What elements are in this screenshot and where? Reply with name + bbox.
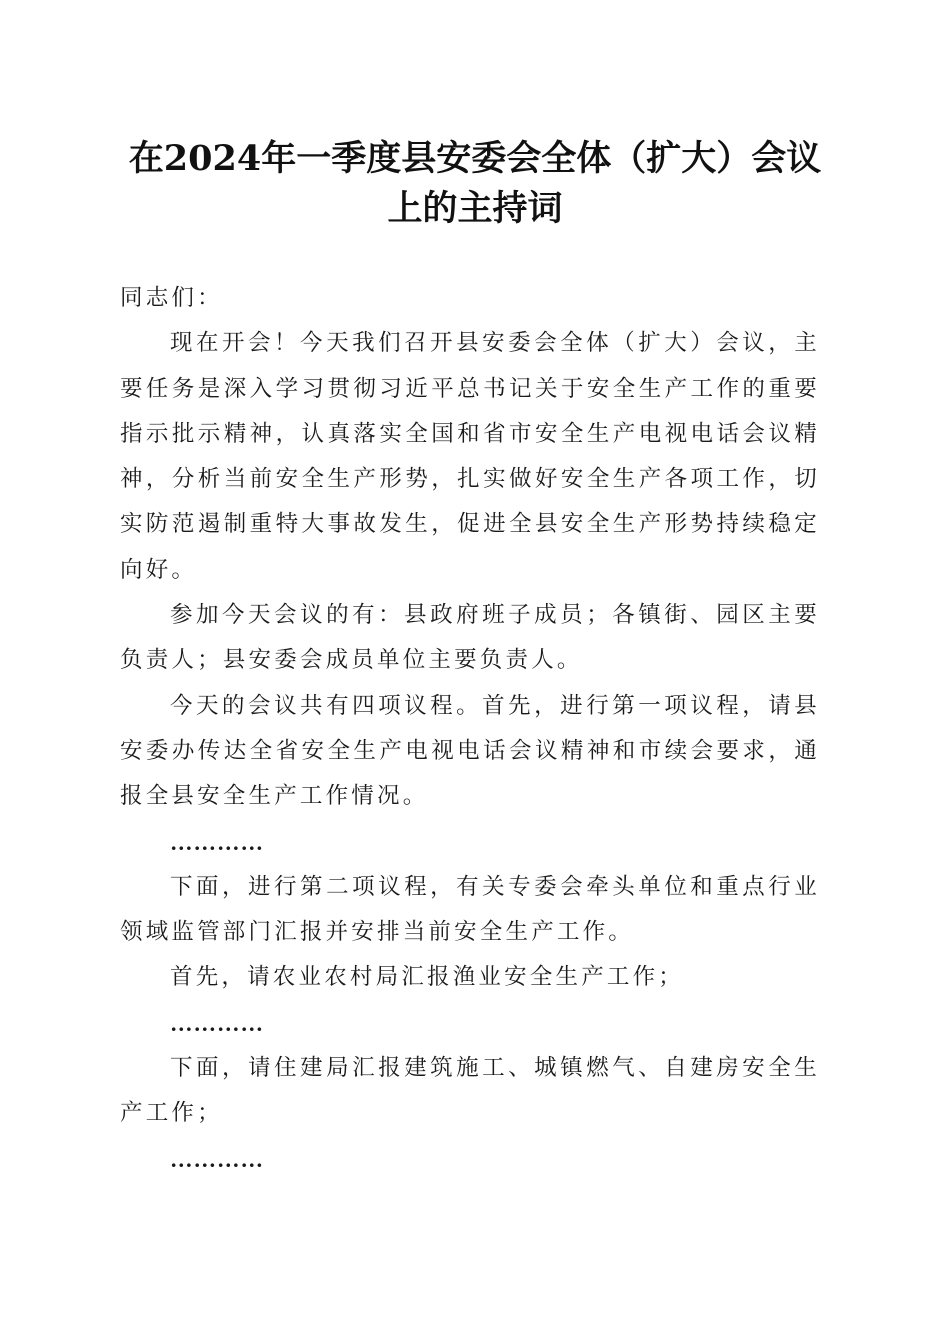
ellipsis-1: ………… xyxy=(170,829,264,855)
document-title xyxy=(100,134,850,234)
paragraph-agenda-one: 今天的会议共有四项议程。首先，进行第一项议程，请县安委办传达全省安全生产电视电话会议精神和市续会要求，通报全县安全生产工作情况。 xyxy=(120,692,820,810)
paragraph-attendees: 参加今天会议的有：县政府班子成员；各镇街、园区主要负责人；县安委会成员单位主要负责人。 xyxy=(120,602,820,674)
ellipsis-2: ………… xyxy=(170,1010,264,1036)
ellipsis-3: ………… xyxy=(170,1146,264,1172)
salutation: 同志们： xyxy=(120,285,223,311)
title-line-2: 上的主持词 xyxy=(387,188,563,229)
paragraph-opening: 现在开会！今天我们召开县安委会全体（扩大）会议，主要任务是深入学习贯彻习近平总书记关于安全生产工作的重要指示批示精神，认真落实全国和省市安全生产电视电话会议精神，分析当前安全生产形势，扎实做好安全生产各项工作，切实防范遏制重特大事故发生，促进全县安全生产形势持续稳定向好。 xyxy=(120,330,820,583)
document-body xyxy=(120,276,820,1182)
title-line-1: 在2024年一季度县安委会全体（扩大）会议 xyxy=(128,138,822,179)
paragraph-agenda-two: 下面，进行第二项议程，有关专委会牵头单位和重点行业领域监管部门汇报并安排当前安全生产工作。 xyxy=(120,873,820,946)
paragraph-housing-report: 下面，请住建局汇报建筑施工、城镇燃气、自建房安全生产工作； xyxy=(120,1055,820,1127)
paragraph-agriculture-report: 首先，请农业农村局汇报渔业安全生产工作； xyxy=(170,964,685,991)
